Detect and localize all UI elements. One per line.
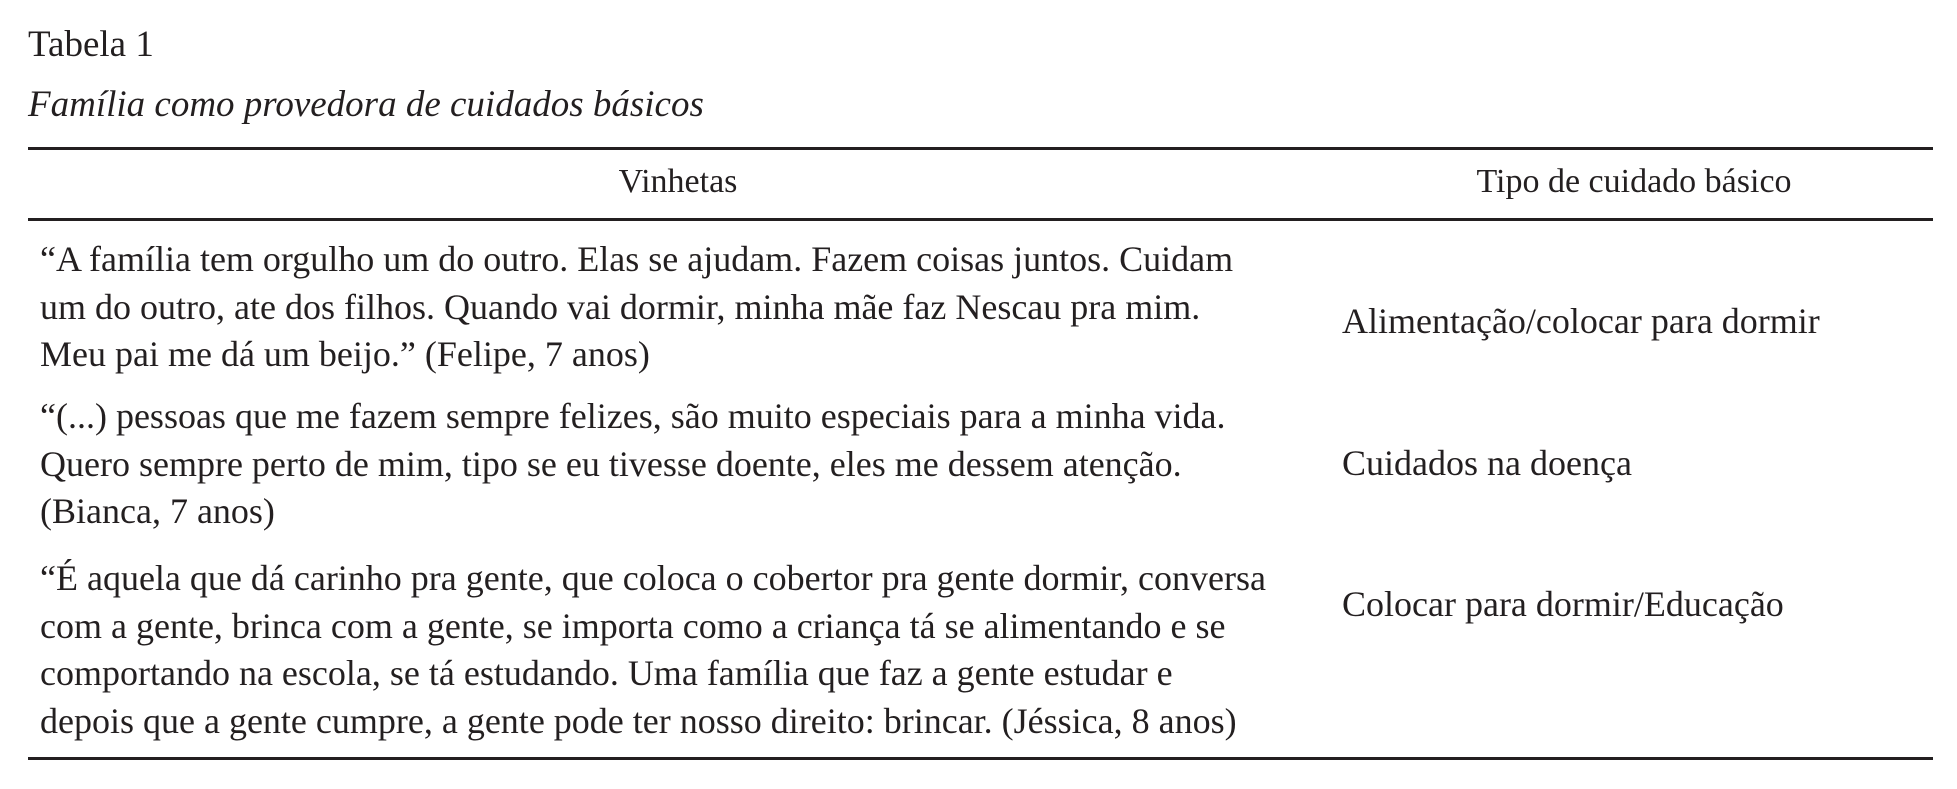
column-header-tipo-de-cuidado: Tipo de cuidado básico — [1476, 163, 1792, 200]
care-type-cell: Colocar para dormir/Educação — [1342, 584, 1784, 624]
vignette-cell: “(...) pessoas que me fazem sempre felizes, são muito especiais para a minha vida. Quero sempre perto de mim, tipo se eu tivesse doente, eles me dessem atenção. (Bianca, 7 anos) — [40, 396, 1226, 531]
table-number: Tabela 1 — [28, 24, 154, 65]
vignette-cell: “A família tem orgulho um do outro. Elas se ajudam. Fazem coisas juntos. Cuidam um do outro, ate dos filhos. Quando vai dormir, minha mãe faz Nescau pra mim. Meu pai me dá um beijo.” (Felipe, 7 anos) — [40, 239, 1234, 374]
column-header-vinhetas: Vinhetas — [618, 163, 738, 200]
table-row — [0, 393, 1957, 534]
care-type-cell: Alimentação/colocar para dormir — [1342, 301, 1820, 341]
vignette-cell: “É aquela que dá carinho pra gente, que coloca o cobertor pra gente dormir, conversa com a gente, brinca com a gente, se importa como a criança tá se alimentando e se comportando na escola, se tá estudando. Uma família que faz a gente estudar e depois que a gente cumpre, a gente pode ter nosso direito: brincar. (Jéssica, 8 anos) — [40, 558, 1266, 741]
care-type-cell: Cuidados na doença — [1342, 443, 1632, 483]
table-row — [0, 236, 1957, 377]
table-title: Família como provedora de cuidados básicos — [28, 84, 704, 125]
table-row — [0, 555, 1957, 747]
table-header-rule — [28, 218, 1933, 221]
table-bottom-rule — [28, 757, 1933, 760]
table-top-rule — [28, 147, 1933, 150]
